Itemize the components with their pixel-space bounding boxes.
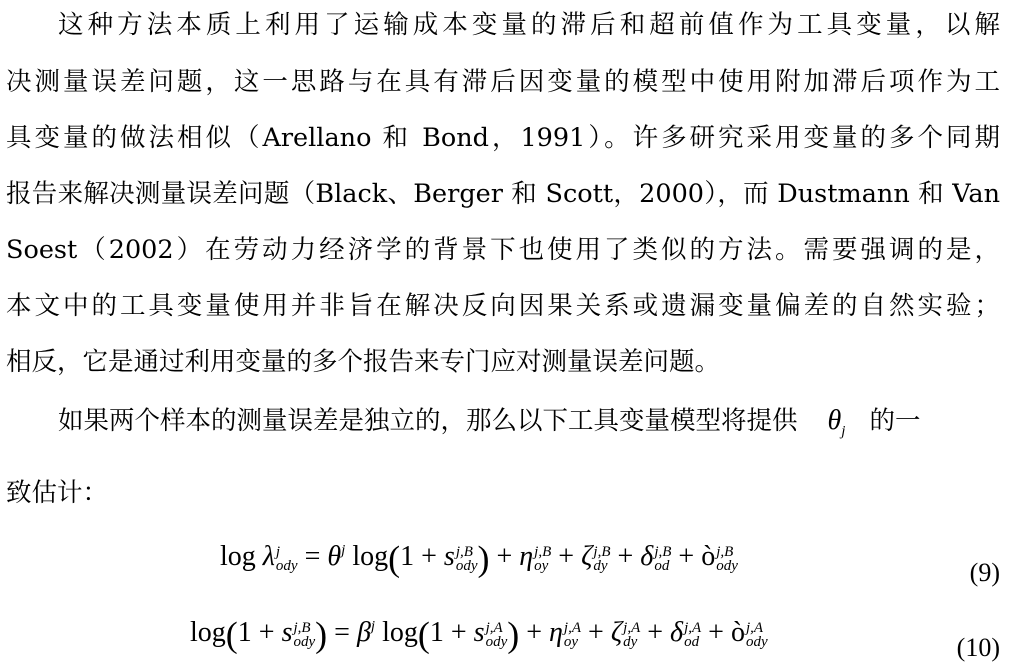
equation-10-content: log(1 + s j,B ody ) = $\beta^j$ log(1 + s j,A ody ) + η j,A oy + ζ j,A dy + δ j,A od + ò j,A ody: [190, 614, 768, 655]
equation-10: [190, 607, 768, 655]
theta-symbol: [827, 405, 846, 440]
paragraph-1-line-3: 具变量的做法相似（Arellano 和 Bond，1991）。许多研究采用变量的多个同期: [6, 123, 1000, 153]
paragraph-2-text-after: 的一: [869, 406, 921, 436]
paragraph-1-line-2: 决测量误差问题，这一思路与在具有滞后因变量的模型中使用附加滞后项作为工: [6, 67, 1000, 97]
equation-9-number: (9): [969, 558, 1000, 587]
paragraph-2-text-before: 如果两个样本的测量误差是独立的，那么以下工具变量模型将提供: [58, 406, 798, 436]
paragraph-1-line-1: 这种方法本质上利用了运输成本变量的滞后和超前值作为工具变量，以解: [58, 10, 1000, 40]
paragraph-1-line-7: 相反，它是通过利用变量的多个报告来专门应对测量误差问题。: [6, 347, 721, 377]
paragraph-2-line-2: 致估计：: [6, 478, 109, 508]
theta-letter: θ: [827, 405, 842, 436]
equation-9: [220, 531, 738, 579]
equation-10-number: (10): [956, 633, 1000, 662]
paragraph-1-line-4: 报告来解决测量误差问题（Black、Berger 和 Scott，2000），而 Dustmann 和 Van: [6, 179, 1000, 209]
theta-subscript: j: [841, 423, 846, 440]
paragraph-1-line-6: 本文中的工具变量使用并非旨在解决反向因果关系或遗漏变量偏差的自然实验；: [6, 291, 1000, 321]
paragraph-1-line-5: Soest（2002）在劳动力经济学的背景下也使用了类似的方法。需要强调的是，: [6, 235, 1000, 265]
paragraph-2-line-1: [58, 404, 1000, 449]
equation-9-content: log λ j ody = $\theta^j$ log(1 + s j,B ody ) + η j,B oy + ζ j,B dy + δ j,B od + ò j,B ody: [220, 538, 738, 579]
